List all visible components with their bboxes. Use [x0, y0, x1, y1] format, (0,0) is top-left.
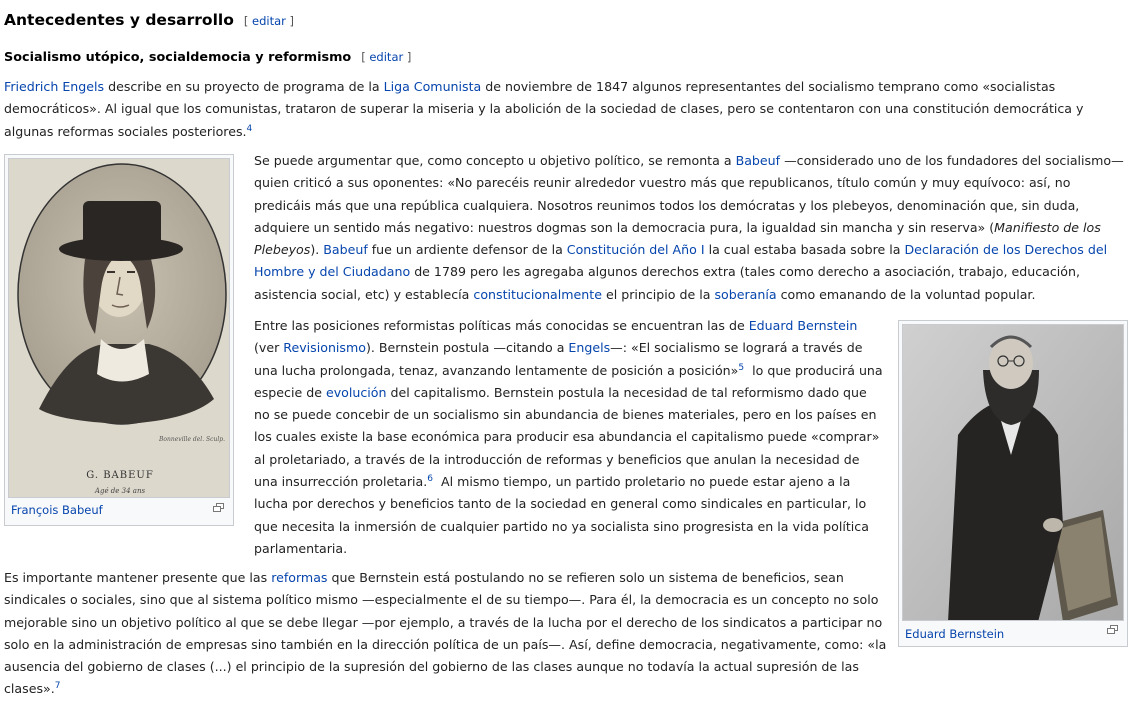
link-constitucion-ano-i[interactable]: Constitución del Año I — [566, 242, 705, 258]
bernstein-portrait-image[interactable] — [902, 324, 1124, 621]
section-heading-text: Antecedentes y desarrollo — [4, 11, 234, 29]
link-soberania[interactable]: soberanía — [714, 286, 777, 302]
link-declaracion-derechos[interactable]: Declaración de los Derechos del Hombre y del Ciudadano — [254, 242, 1108, 280]
reference-7[interactable]: 7 — [54, 681, 61, 692]
babeuf-caption[interactable]: François Babeuf — [11, 503, 103, 517]
paragraph-reformas: Es importante mantener presente que las reformas que Bernstein está postulando no se refieren solo un sistema de beneficios, sean sindicales o sociales, sino que al sistema político mismo —especialmente el de su tiempo—. Para él, la democracia es un concepto no solo mejorable sino un objetivo político al que se debe llegar —por ejemplo, a través de la lucha por el derecho de los sindicatos a participar no solo en la administración de empresas sino también en la dirección política de un país—. Así, define democracia, negativamente, como: «la ausencia del gobierno de clases (...) el principio de la supresión del gobierno de las clases aunque no todavía la actual supresión de las clases».$^7$ — [4, 570, 887, 697]
paragraph-bernstein: Entre las posiciones reformistas políticas más conocidas se encuentran las de Eduard Bernstein (ver Revisionismo). Bernstein postula —citando a Engels—: «El socialismo se logrará a través de una lucha prolongada, tenaz, avanzando lentamente de posición a posición»$^5$ lo que producirá una especie de evolución del capitalismo. Bernstein postula la necesidad de tal reformismo dado que no se puede concebir de un socialismo sin abundancia de bienes materiales, pero en los países en los cuales existe la base económica para producir esa abundancia el capitalismo puede «comprar» al proletariado, a través de la introducción de reformas y beneficios que anulan la necesidad de una insurrección proletaria.$^6$ Al mismo tiempo, un partido proletario no puede estar ajeno a la lucha por derechos y beneficios tanto de la sociedad en general como sindicales en particular, lo que necesita la inmersión de cualquier partido no ya socialista sino progresista en la vida política parlamentaria. — [254, 318, 883, 556]
engraver-signature: Bonneville del. Sculp. — [159, 436, 226, 443]
bernstein-caption[interactable]: Eduard Bernstein — [905, 627, 1005, 641]
link-babeuf-2[interactable]: Babeuf — [323, 242, 368, 258]
figure-bernstein — [898, 320, 1128, 647]
link-babeuf[interactable]: Babeuf — [735, 153, 781, 168]
link-reformas[interactable]: reformas — [271, 570, 328, 585]
bernstein-photo-illustration — [903, 325, 1124, 621]
edit-section-link[interactable]: [ editar ] — [243, 14, 295, 28]
reference-6[interactable]: 6 — [427, 474, 433, 485]
subsection-heading — [4, 50, 411, 65]
paragraph-babeuf: Se puede argumentar que, como concepto u objetivo político, se remonta a Babeuf —considerado uno de los fundadores del socialismo— quien criticó a sus oponentes: «No parecéis reunir alrededor vuestro más que republicanos, título común y muy equívoco: así, no predicáis más que una república cualquiera. Nosotros reunimos todos los demócratas y los plebeyos, denominación que, sin duda, adquiere un sentido más negativo: nuestros dogmas son la democracia pura, la igualdad sin mancha y sin reserva» (Manifiesto de los Plebeyos). Babeuf fue un ardiente defensor de la Constitución del Año I la cual estaba basada sobre la Declaración de los Derechos del Hombre y del Ciudadano de 1789 pero les agregaba algunos derechos extra (tales como derecho a asociación, trabajo, educación, asistencia social, etc) y establecía constitucionalmente el principio de la soberanía como emanando de la voluntad popular. — [254, 153, 1124, 302]
reference-4[interactable]: 4 — [246, 123, 253, 134]
enlarge-icon[interactable] — [213, 503, 224, 512]
edit-link-label[interactable]: editar — [369, 50, 404, 64]
link-constitucionalmente[interactable]: constitucionalmente — [473, 286, 602, 302]
portrait-inscription-name: G. BABEUF — [86, 470, 154, 481]
section-heading — [4, 11, 294, 29]
babeuf-engraving-illustration — [9, 159, 230, 498]
figure-babeuf — [4, 154, 234, 526]
edit-link-label[interactable]: editar — [252, 14, 286, 28]
reference-5[interactable]: 5 — [738, 362, 745, 373]
edit-subsection-link[interactable]: [ editar ] — [361, 50, 412, 64]
link-revisionismo[interactable]: Revisionismo — [283, 340, 366, 356]
link-evolucion[interactable]: evolución — [325, 384, 387, 400]
portrait-inscription-age: Agé de 34 ans — [94, 487, 146, 495]
link-friedrich-engels[interactable]: Friedrich Engels — [4, 79, 105, 94]
link-liga-comunista[interactable]: Liga Comunista — [383, 79, 482, 94]
paragraph-intro: Friedrich Engels describe en su proyecto de programa de la Liga Comunista de noviembre de 1847 algunos representantes del socialismo temprano como «socialistas democráticos». Al igual que los comunistas, trataron de superar la miseria y la abolición de la sociedad de clases, pero se contentaron con una constitución democrática y algunas reformas sociales posteriores.$^4$ — [4, 79, 1084, 139]
link-engels[interactable]: Engels — [568, 340, 611, 356]
enlarge-icon[interactable] — [1107, 625, 1118, 634]
babeuf-portrait-image[interactable] — [8, 158, 230, 498]
link-eduard-bernstein[interactable]: Eduard Bernstein — [748, 318, 858, 333]
subsection-heading-text: Socialismo utópico, socialdemocia y reformismo — [4, 50, 352, 65]
